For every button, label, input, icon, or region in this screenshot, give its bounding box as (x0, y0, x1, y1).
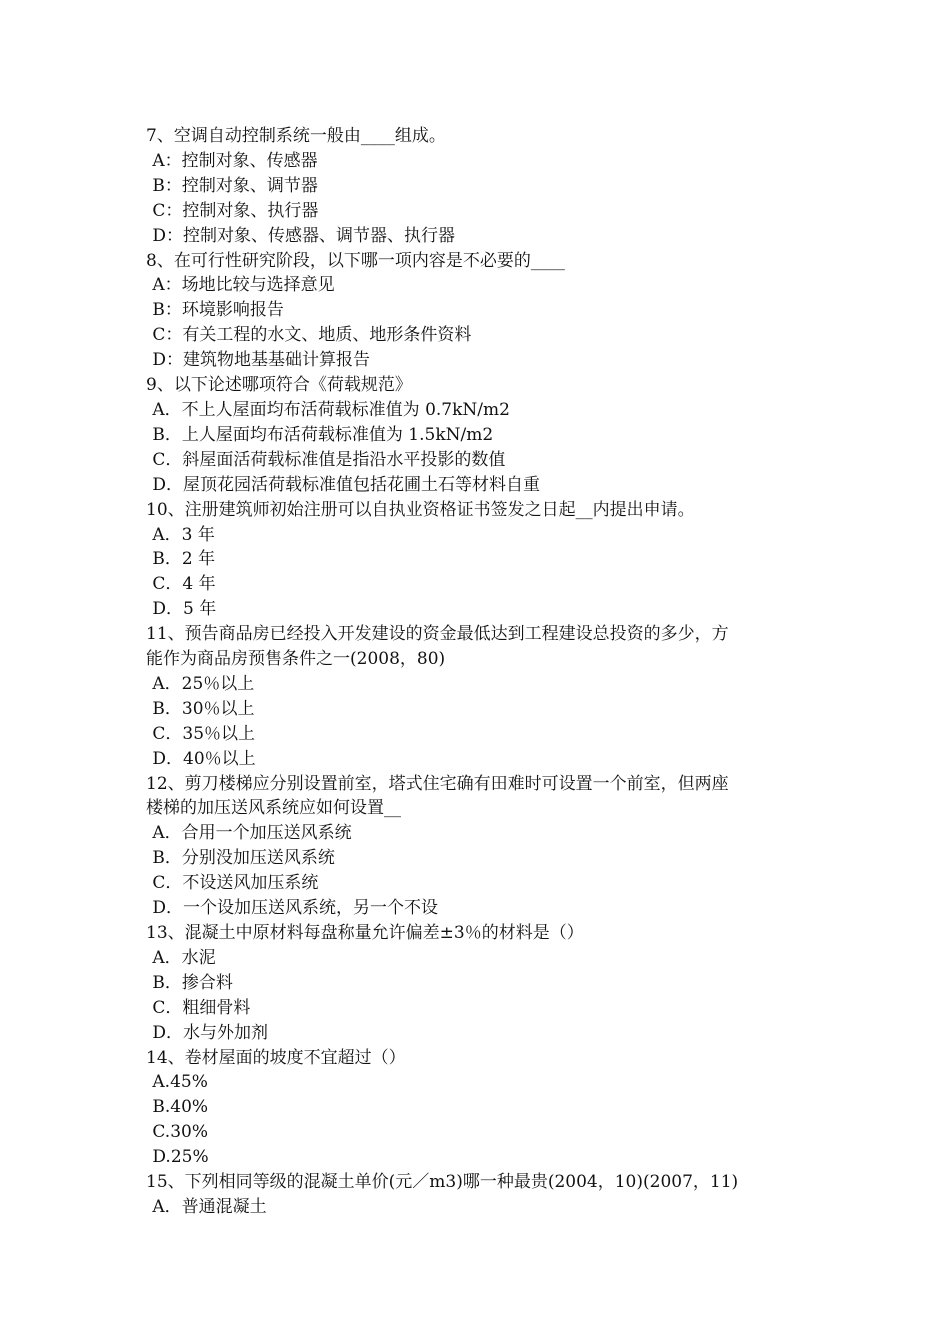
option-b: B．掺合料 (147, 972, 233, 993)
option-b: B.40% (147, 1097, 209, 1118)
option-a: A：控制对象、传感器 (147, 150, 318, 171)
option-d: D．一个设加压送风系统，另一个不设 (147, 898, 439, 919)
option-a: A．3 年 (147, 524, 215, 545)
option-c: C：控制对象、执行器 (147, 200, 319, 221)
option-d: D：建筑物地基基础计算报告 (147, 350, 371, 371)
option-a: A．水泥 (147, 947, 216, 968)
option-a: A：场地比较与选择意见 (147, 275, 335, 296)
question-stem: 12、剪刀楼梯应分别设置前室，塔式住宅确有田难时可设置一个前室，但两座 (146, 773, 729, 794)
question-stem-continued: 能作为商品房预售条件之一(2008，80) (146, 649, 446, 670)
question-stem: 15、下列相同等级的混凝土单价(元／m3)哪一种最贵(2004，10)(2007，11) (146, 1172, 739, 1193)
option-c: C.30% (147, 1122, 208, 1143)
option-d: D．40％以上 (147, 748, 256, 769)
option-c: C．不设送风加压系统 (147, 873, 319, 894)
option-d: D．屋顶花园活荷载标准值包括花圃土石等材料自重 (147, 474, 541, 495)
question-10 (146, 498, 818, 623)
question-11 (146, 622, 818, 771)
option-c: C．粗细骨料 (147, 997, 251, 1018)
option-d: D：控制对象、传感器、调节器、执行器 (147, 225, 456, 246)
question-stem-continued: 楼梯的加压送风系统应如何设置__ (146, 798, 401, 819)
option-d: D.25% (147, 1147, 209, 1168)
question-stem: 9、以下论述哪项符合《荷载规范》 (146, 375, 412, 396)
question-14 (146, 1046, 818, 1171)
option-a: A．普通混凝土 (147, 1196, 267, 1217)
question-stem: 7、空调自动控制系统一般由____组成。 (146, 126, 446, 146)
question-7 (146, 124, 818, 249)
option-a: A.45% (147, 1072, 208, 1093)
question-stem: 14、卷材屋面的坡度不宜超过（） (146, 1047, 406, 1068)
option-d: D．水与外加剂 (147, 1022, 269, 1043)
question-stem: 10、注册建筑师初始注册可以自执业资格证书签发之日起__内提出申请。 (146, 499, 695, 520)
option-a: A．不上人屋面均布活荷载标准值为 0.7kN/m2 (147, 399, 510, 420)
option-b: B：环境影响报告 (147, 300, 284, 321)
question-list (146, 124, 818, 1220)
question-stem: 11、预告商品房已经投入开发建设的资金最低达到工程建设总投资的多少，方 (146, 624, 729, 645)
question-12 (146, 772, 818, 921)
option-c: C．35％以上 (147, 723, 256, 744)
option-a: A．合用一个加压送风系统 (147, 823, 352, 844)
option-c: C．斜屋面活荷载标准值是指沿水平投影的数值 (147, 449, 506, 470)
question-13 (146, 921, 818, 1046)
question-stem: 13、混凝土中原材料每盘称量允许偏差±3％的材料是（） (146, 923, 584, 943)
option-b: B：控制对象、调节器 (147, 175, 318, 196)
question-stem: 8、在可行性研究阶段，以下哪一项内容是不必要的____ (146, 250, 565, 271)
option-b: B．上人屋面均布活荷载标准值为 1.5kN/m2 (147, 424, 494, 445)
option-a: A．25％以上 (147, 673, 255, 694)
option-b: B．30％以上 (147, 698, 255, 719)
question-9 (146, 373, 818, 498)
option-d: D．5 年 (147, 599, 217, 620)
option-c: C：有关工程的水文、地质、地形条件资料 (147, 325, 472, 346)
option-c: C．4 年 (147, 574, 216, 595)
question-15 (146, 1170, 818, 1220)
option-b: B．分别没加压送风系统 (147, 848, 335, 869)
question-8 (146, 249, 818, 374)
option-b: B．2 年 (147, 549, 216, 570)
